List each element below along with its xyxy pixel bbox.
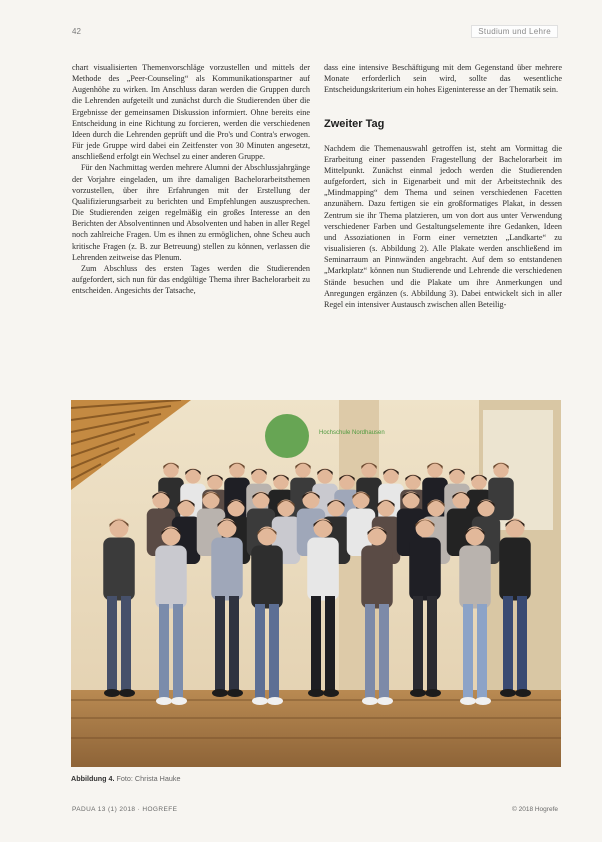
caption-credit: Foto: Christa Hauke (116, 774, 181, 783)
paragraph: Nachdem die Themenauswahl getroffen ist, steht am Vormittag die Erarbeitung einer passenden Fragestellung der Bachelorarbeit im Mittelpunkt. Zunächst einmal jedoch werden die Studierenden aufgefordert, sich in Eigenarbeit und mit der Arbeitstechnik des „Mindmapping“ dem Thema und seinen verschiedenen Facetten anzunähern. Dazu fertigen sie ein großformatiges Plakat, in dessen Zentrum sie ihr Thema platzieren, um von dort aus unter Verwendung verschiedener Farben und Gestaltungselemente ihre Gedanken, Ideen und Assoziationen in Form einer vernetzten „Landkarte“ zu visualisieren (s. Abbildung 2). Alle Plakate werden anschließend im Seminarraum an Pinnwänden angebracht. Auf dem so entstandenen „Marktplatz“ können nun Studierende und Lehrende die verschiedenen Stände besuchen und die Plakate um ihre Anmerkungen und Anregungen ergänzen (s. Abbildung 3). Dabei entwickelt sich in aller Regel ein intensiver Austausch zwischen allen Beteilig- (324, 143, 562, 309)
article-right-column (324, 62, 562, 310)
paragraph: chart visualisierten Themenvorschläge vorzustellen und mittels der Methode des „Peer-Counseling“ als Kommunikationspartner auf Augenhöhe zu wirken. Im Anschluss daran werden die Gruppen durch die Lehrenden aufgeteilt und zunächst durch die Studierenden über die Ergebnisse der gemeinsamen Diskussion informiert. Ohne bereits eine Entscheidung in eine Richtung zu forcieren, werden die verschiedenen Ideen durch die Lehrenden geprüft und die Pro's und Contra's erwogen. Für jede Gruppe wird dabei ein Zeitfenster von 30 Minuten angesetzt, anschließend erfolgt ein Wechsel zu einer anderen Gruppe. (72, 63, 310, 162)
svg-text:Hochschule Nordhausen: Hochschule Nordhausen (319, 430, 385, 436)
group-photo (71, 400, 561, 767)
footer-journal: PADUA 13 (1) 2018 · HOGREFE (72, 806, 178, 813)
caption-label: Abbildung 4. (71, 774, 115, 783)
section-label: Studium und Lehre (471, 25, 558, 38)
subheading-zweiter-tag: Zweiter Tag (324, 118, 385, 131)
figure-caption (71, 774, 180, 783)
paragraph: Für den Nachmittag werden mehrere Alumni der Abschlussjahrgänge der Vorjahre eingeladen, um ihre damaligen Bachelorarbeitsthemen vorzustellen, über ihre Erfahrungen mit der Erstellung der Qualifizierungsarbeit zu berichten und Empfehlungen auszusprechen. Die Studierenden zeigen regelmäßig ein großes Interesse an den Berichten der Absolventinnen und Absolventen und haben in aller Regel noch zahlreiche Fragen. Um es ihnen zu ermöglichen, ohne Scheu auch kritische Fragen (z. B. zur Betreuung) stellen zu können, verlassen die Lehrenden zeitweise das Plenum. (72, 163, 310, 262)
article-left-column (72, 62, 310, 296)
footer-copyright: © 2018 Hogrefe (512, 806, 558, 813)
page-number: 42 (72, 27, 81, 36)
people-group (103, 462, 531, 705)
paragraph: Zum Abschluss des ersten Tages werden die Studierenden aufgefordert, sich nun für das endgültige Thema ihrer Bachelorarbeit zu entscheiden. Angesichts der Tatsache, (72, 263, 310, 296)
paragraph: dass eine intensive Beschäftigung mit dem Gegenstand über mehrere Monate erforderlich sein wird, sollte das wesentliche Entscheidungskriterium ein hohes Eigeninteresse an der Thematik sein. (324, 63, 562, 95)
